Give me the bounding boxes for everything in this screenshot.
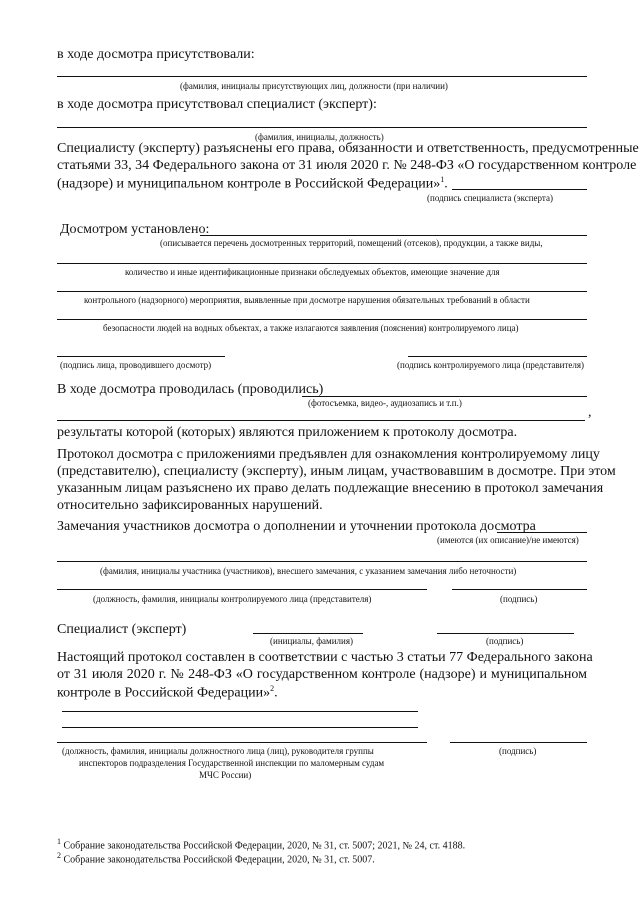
controlled-signature-hint: (подпись контролируемого лица (представителя) — [397, 360, 585, 370]
recording-comma: , — [588, 405, 592, 420]
expert-present-label: в ходе досмотра присутствовал специалист (эксперт): — [57, 97, 377, 112]
remarks-hint: (имеются (их описание)/не имеются) — [437, 535, 579, 545]
established-line-2[interactable] — [57, 263, 587, 264]
recording-result: результаты которой (которых) являются приложением к протоколу досмотра. — [57, 425, 518, 440]
recording-line-2[interactable] — [57, 420, 585, 421]
established-line-4[interactable] — [57, 319, 587, 320]
established-hint-2: количество и иные идентификационные признаки обследуемых объектов, имеющие значение для — [125, 267, 500, 277]
rights-line-2: статьями 33, 34 Федерального закона от 31 июля 2020 г. № 248-ФЗ «О государственном контроле — [57, 158, 637, 173]
established-hint-4: безопасности людей на водных объектах, а также излагаются заявления (пояснения) контролируемого лица) — [103, 323, 519, 333]
official-line-2[interactable] — [62, 727, 418, 728]
familiarization-line-3: указанным лицам разъяснено их право делать подлежащие внесению в протокол замечания — [57, 481, 604, 496]
present-line[interactable] — [57, 76, 587, 77]
footnote-2: $^2$ Собрание законодательства Российской Федерации, 2020, № 31, ст. 5007. — [57, 851, 375, 866]
rights-line-3: (надзоре) и муниципальном контроле в Российской Федерации»$^1$. — [57, 175, 448, 192]
familiarization-line-2: (представителю), специалисту (эксперту), иным лицам, участвовавшим в досмотре. При этом — [57, 464, 616, 479]
specialist-name-line[interactable] — [253, 633, 363, 634]
participant-line[interactable] — [57, 561, 587, 562]
official-signature-hint: (подпись) — [499, 746, 537, 756]
remarks-signature-line[interactable] — [452, 589, 587, 590]
participant-hint: (фамилия, инициалы участника (участников), внесшего замечания, с указанием замечания либо неточности) — [100, 566, 517, 576]
remarks-line[interactable] — [497, 532, 587, 533]
established-line-1[interactable] — [200, 235, 587, 236]
present-hint: (фамилия, инициалы присутствующих лиц, должности (при наличии) — [180, 81, 448, 91]
expert-signature-hint: (подпись специалиста (эксперта) — [427, 193, 553, 203]
recording-hint: (фотосъемка, видео-, аудиозапись и т.п.) — [308, 398, 462, 408]
official-hint-2: инспекторов подразделения Государственной инспекции по маломерным судам — [79, 758, 385, 768]
established-line-3[interactable] — [57, 291, 587, 292]
official-hint-1: (должность, фамилия, инициалы должностного лица (лиц), руководителя группы — [62, 746, 374, 756]
established-hint-1: (описывается перечень досмотренных территорий, помещений (отсеков), продукции, а также виды, — [160, 238, 543, 248]
expert-present-hint: (фамилия, инициалы, должность) — [255, 132, 384, 142]
recording-line-1[interactable] — [302, 396, 587, 397]
specialist-name-hint: (инициалы, фамилия) — [270, 636, 353, 646]
inspector-signature-hint: (подпись лица, проводившего досмотр) — [60, 360, 212, 370]
official-line-3[interactable] — [57, 742, 427, 743]
compiled-line-3: контроле в Российской Федерации»$^2$. — [57, 684, 278, 701]
official-hint-3: МЧС России) — [199, 770, 252, 780]
compiled-line-2: от 31 июля 2020 г. № 248-ФЗ «О государственном контроле (надзоре) и муниципальном — [57, 667, 587, 682]
specialist-signature-line[interactable] — [437, 633, 574, 634]
inspector-signature-line[interactable] — [57, 356, 225, 357]
established-label: Досмотром установлено: — [60, 222, 210, 237]
compiled-line-1: Настоящий протокол составлен в соответствии с частью 3 статьи 77 Федерального закона — [57, 650, 593, 665]
footnote-ref-1: 1 — [440, 175, 445, 184]
controlled-person-hint: (должность, фамилия, инициалы контролируемого лица (представителя) — [93, 594, 372, 604]
remarks-signature-hint: (подпись) — [500, 594, 538, 604]
recording-label: В ходе досмотра проводилась (проводились) — [57, 382, 324, 397]
remarks-label: Замечания участников досмотра о дополнении и уточнении протокола досмотра — [57, 519, 536, 534]
footnote-1: $^1$ Собрание законодательства Российской Федерации, 2020, № 31, ст. 5007; 2021, № 24, ст. 4188. — [57, 837, 466, 852]
footnote-ref-2: 2 — [270, 684, 275, 693]
present-label: в ходе досмотра присутствовали: — [57, 47, 255, 62]
official-signature-line[interactable] — [450, 742, 587, 743]
specialist-label: Специалист (эксперт) — [57, 622, 187, 637]
controlled-signature-line[interactable] — [408, 356, 587, 357]
expert-present-line[interactable] — [57, 127, 587, 128]
controlled-person-line[interactable] — [57, 589, 427, 590]
official-line-1[interactable] — [62, 711, 418, 712]
rights-line-1: Специалисту (эксперту) разъяснены его права, обязанности и ответственность, предусмотренные — [57, 141, 639, 156]
established-hint-3: контрольного (надзорного) мероприятия, выявленные при досмотре нарушения обязательных требований в области — [84, 295, 530, 305]
specialist-signature-hint: (подпись) — [486, 636, 524, 646]
familiarization-line-1: Протокол досмотра с приложениями предъявлен для ознакомления контролируемому лицу — [57, 447, 600, 462]
familiarization-line-4: относительно зафиксированных нарушений. — [57, 498, 323, 513]
expert-signature-line[interactable] — [452, 189, 587, 190]
